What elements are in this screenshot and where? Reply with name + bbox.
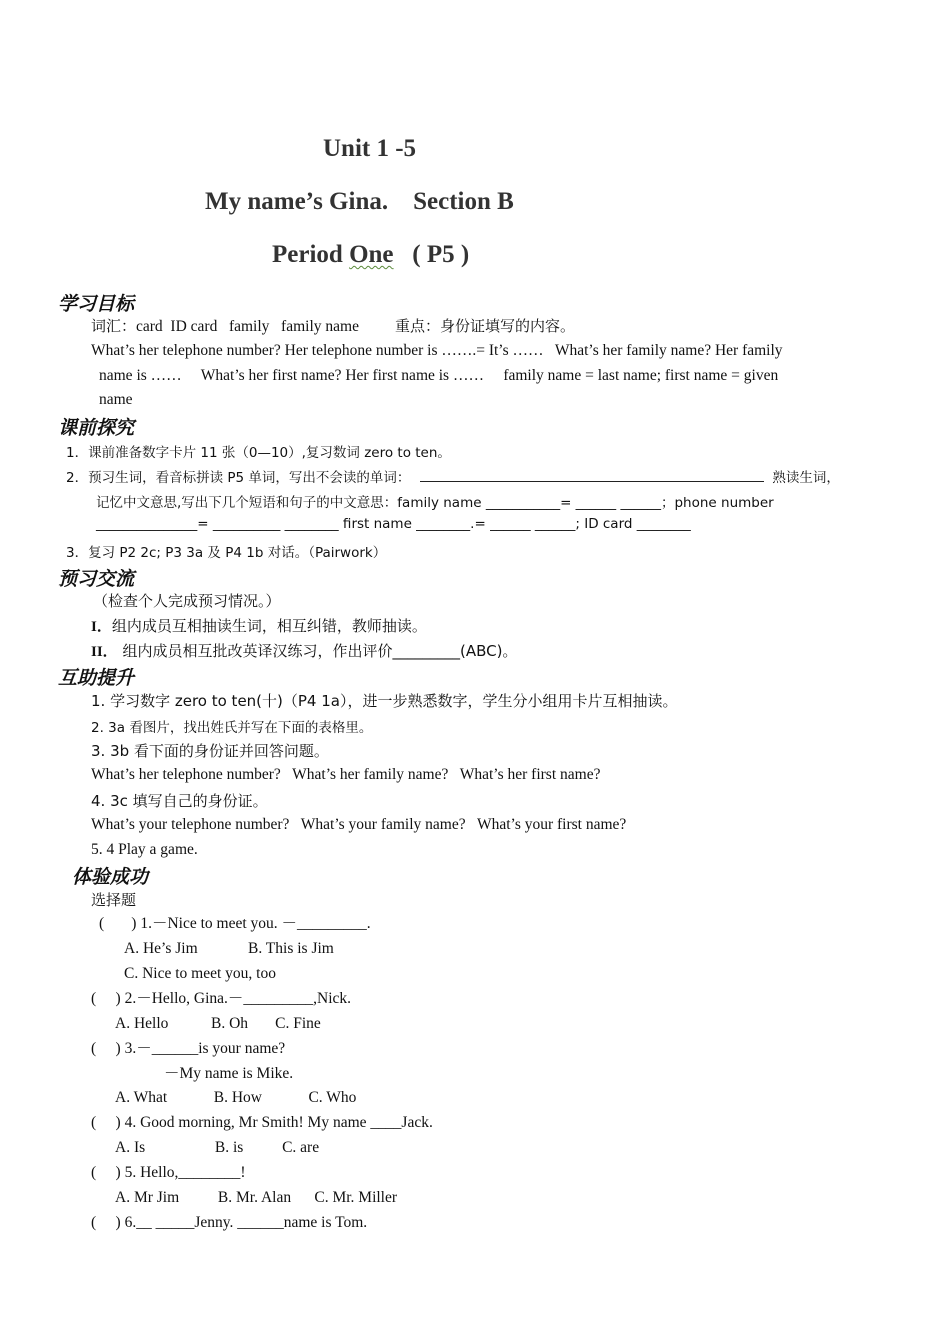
period-title-b: One xyxy=(349,241,394,268)
section-heading-preview: 课前探究 xyxy=(58,417,135,439)
question-3: ( ) 3.－______is your name? xyxy=(91,1040,286,1057)
help-item-2: 2. 3a 看图片，找出姓氏并写在下面的表格里。 xyxy=(91,720,373,736)
question-5: ( ) 5. Hello,________! xyxy=(91,1164,246,1181)
help-item-5: 5. 4 Play a game. xyxy=(91,841,198,858)
goals-line-1: What’s her telephone number? Her telephone number is …….= It’s …… What’s her family name? Her family xyxy=(91,342,783,359)
question-3-line-2: －My name is Mike. xyxy=(164,1065,294,1082)
help-item-1: 1. 学习数字 zero to ten(十)（P4 1a），进一步熟悉数字，学生分小组用卡片互相抽读。 xyxy=(91,692,678,710)
exchange-ii-label: II． xyxy=(91,644,118,660)
vocab-label: 词汇： xyxy=(91,317,137,335)
preview-item-2a-text: 2．预习生词，看音标拼读 P5 单词，写出不会读的单词： xyxy=(66,470,411,486)
help-item-3-questions: What’s her telephone number? What’s her family name? What’s her first name? xyxy=(91,766,601,783)
question-5-options: A. Mr Jim B. Mr. Alan C. Mr. Miller xyxy=(115,1189,398,1206)
exchange-item-i xyxy=(91,615,427,636)
preview-item-2b: 记忆中文意思,写出下几个短语和句子的中文意思：family name ___________= ______ ______；phone number xyxy=(96,495,774,511)
period-title xyxy=(272,241,469,269)
question-2-options: A. Hello B. Oh C. Fine xyxy=(115,1015,321,1032)
success-subheading: 选择题 xyxy=(91,891,137,909)
preview-item-3: 3．复习 P2 2c; P3 3a 及 P4 1b 对话。（Pairwork） xyxy=(66,545,387,561)
unit-title: Unit 1 -5 xyxy=(323,135,417,162)
goals-line-3: name xyxy=(99,391,133,408)
question-2: ( ) 2.－Hello, Gina.－_________,Nick. xyxy=(91,990,352,1007)
help-item-4-questions: What’s your telephone number? What’s your family name? What’s your first name? xyxy=(91,816,627,833)
lesson-title: My name’s Gina. Section B xyxy=(205,188,514,215)
section-heading-help: 互助提升 xyxy=(58,667,135,689)
question-6: ( ) 6.__ _____Jenny. ______name is Tom. xyxy=(91,1214,368,1231)
question-1: ( ) 1.－Nice to meet you. －_________. xyxy=(99,915,371,932)
question-1-option-c: C. Nice to meet you, too xyxy=(124,965,276,982)
exchange-ii-text: 组内成员相互批改英译汉练习，作出评价_________(ABC)。 xyxy=(122,642,518,660)
question-4: ( ) 4. Good morning, Mr Smith! My name ____Jack. xyxy=(91,1114,433,1131)
help-item-3: 3. 3b 看下面的身份证并回答问题。 xyxy=(91,742,329,760)
question-4-options: A. Is B. is C. are xyxy=(115,1139,320,1156)
answer-blank[interactable] xyxy=(420,467,764,482)
preview-item-1: 1．课前准备数字卡片 11 张（0—10）,复习数词 zero to ten。 xyxy=(66,445,451,461)
exchange-item-ii xyxy=(91,640,517,661)
exchange-i-text: 组内成员互相抽读生词，相互纠错，教师抽读。 xyxy=(111,617,427,635)
preview-item-2c: _______________= __________ ________ first name ________.= ______ ______; ID card ________ xyxy=(96,516,691,532)
question-1-options-ab: A. He’s Jim B. This is Jim xyxy=(124,940,334,957)
help-item-4: 4. 3c 填写自己的身份证。 xyxy=(91,792,268,810)
period-title-c: ( P5 ) xyxy=(393,241,470,268)
section-heading-goals: 学习目标 xyxy=(58,293,135,315)
goals-line-2: name is …… What’s her first name? Her first name is …… family name = last name; first name = given xyxy=(99,367,779,384)
vocab-words: card ID card family family name xyxy=(136,318,359,335)
section-heading-exchange: 预习交流 xyxy=(58,568,135,590)
focus-text: 重点：身份证填写的内容。 xyxy=(394,317,575,335)
preview-item-2a-end: 熟读生词， xyxy=(772,470,840,486)
preview-item-2a xyxy=(66,466,840,486)
section-heading-success: 体验成功 xyxy=(72,866,149,888)
goals-vocab-line xyxy=(91,316,575,337)
exchange-i-label: I． xyxy=(91,619,112,635)
period-title-a: Period xyxy=(272,241,350,268)
exchange-intro: （检查个人完成预习情况。） xyxy=(93,592,281,610)
question-3-options: A. What B. How C. Who xyxy=(115,1089,357,1106)
